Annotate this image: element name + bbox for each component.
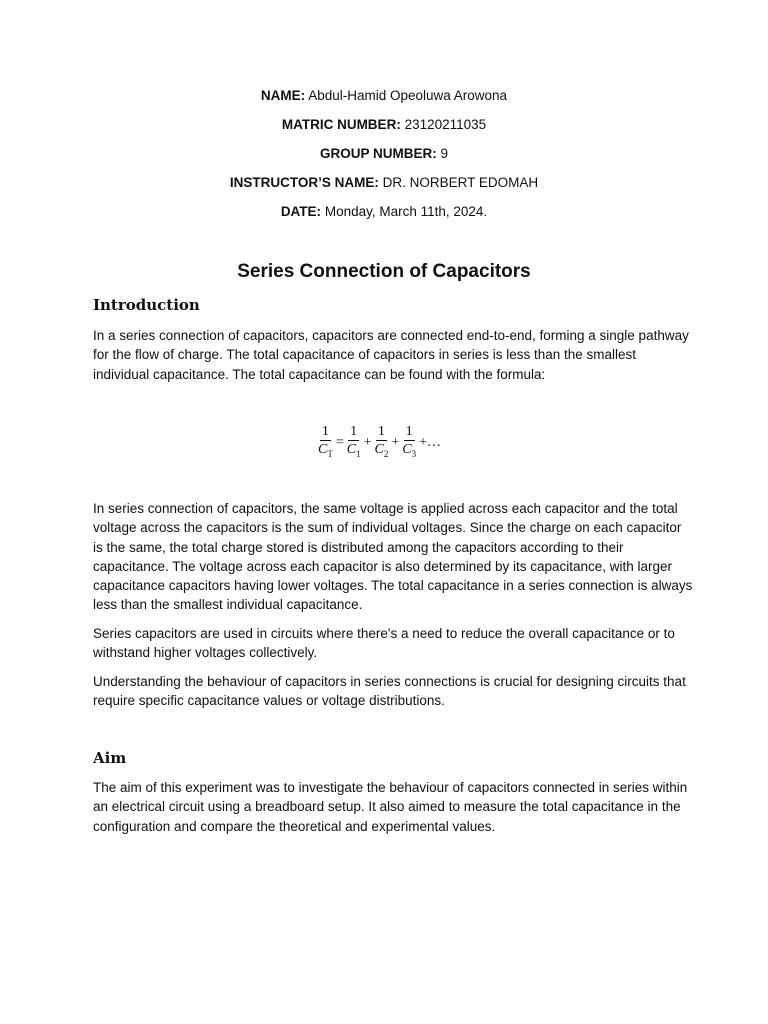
fraction-c2: [374, 423, 390, 463]
denominator: $C_1$: [346, 442, 361, 459]
equals-sign: =: [335, 435, 344, 450]
name-label: NAME:: [260, 88, 306, 103]
numerator: 1: [377, 424, 385, 440]
plus-sign: +: [391, 435, 400, 450]
introduction-heading: Introduction: [93, 296, 200, 314]
instructor-value: DR. NORBERT EDOMAH: [382, 175, 539, 190]
name-line: [0, 88, 768, 103]
instructor-label: INSTRUCTOR’S NAME:: [229, 175, 379, 190]
document-title: Series Connection of Capacitors: [237, 261, 531, 282]
capacitance-formula: [316, 423, 442, 463]
denominator: $C_T$: [318, 442, 333, 459]
date-line: [0, 204, 768, 219]
matric-label: MATRIC NUMBER:: [281, 117, 401, 132]
intro-paragraph-4: Understanding the behaviour of capacitors in series connections is crucial for designing circuits that require specific capacitance values or voltage distributions.: [93, 674, 686, 709]
matric-value: 23120211035: [404, 117, 487, 132]
plus-ellipsis: +…: [419, 435, 441, 450]
group-line: [0, 146, 768, 161]
denominator: $C_3$: [402, 442, 417, 459]
fraction-c3: [401, 423, 417, 463]
fraction-total: [317, 423, 334, 463]
group-value: 9: [440, 146, 449, 161]
matric-line: [0, 117, 768, 132]
numerator: 1: [350, 424, 358, 440]
plus-sign: +: [363, 435, 372, 450]
name-value: Abdul-Hamid Opeoluwa Arowona: [308, 88, 508, 103]
intro-paragraph-3: Series capacitors are used in circuits where there's a need to reduce the overall capacitance or to withstand higher voltages collectively.: [93, 626, 675, 661]
intro-paragraph-2: In series connection of capacitors, the same voltage is applied across each capacitor and the total voltage across the capacitors is the sum of individual voltages. Since the charge on each capacitor is the same, the total charge stored is distributed among the capacitors according to their capacitance. The voltage across each capacitor is also determined by its capacitance, with larger capacitance capacitors having lower voltages. The total capacitance in a series connection is always less than the smallest individual capacitance.: [93, 501, 693, 613]
group-label: GROUP NUMBER:: [319, 146, 437, 161]
numerator: 1: [405, 424, 413, 440]
date-value: Monday, March 11th, 2024.: [324, 204, 488, 219]
instructor-line: [0, 175, 768, 190]
aim-paragraph: The aim of this experiment was to investigate the behaviour of capacitors connected in series within an electrical circuit using a breadboard setup. It also aimed to measure the total capacitance in the configuration and compare the theoretical and experimental values.: [93, 780, 688, 834]
intro-paragraph-1: In a series connection of capacitors, capacitors are connected end-to-end, forming a single pathway for the flow of charge. The total capacitance of capacitors in series is less than the smallest individual capacitance. The total capacitance can be found with the formula:: [93, 328, 689, 382]
numerator: 1: [321, 424, 329, 440]
fraction-c1: [346, 423, 362, 463]
aim-heading: Aim: [93, 749, 127, 767]
date-label: DATE:: [280, 204, 322, 219]
denominator: $C_2$: [374, 442, 389, 459]
